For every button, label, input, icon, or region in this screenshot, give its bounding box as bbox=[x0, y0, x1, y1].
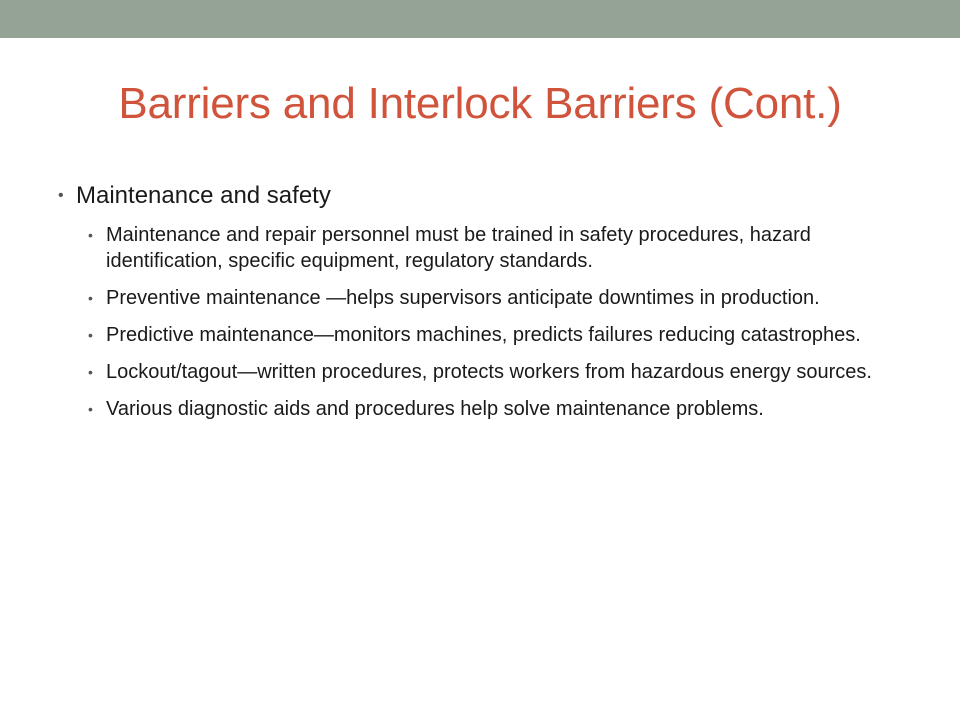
sub-bullet-text: Various diagnostic aids and procedures help solve maintenance problems. bbox=[106, 398, 764, 420]
bullet-dot-icon: • bbox=[88, 327, 93, 343]
sub-bullet-item bbox=[58, 359, 908, 385]
slide-content bbox=[58, 180, 908, 433]
sub-bullet-list bbox=[58, 222, 908, 422]
sub-bullet-text: Predictive maintenance—monitors machines, predicts failures reducing catastrophes. bbox=[106, 324, 861, 346]
sub-bullet-item bbox=[58, 285, 908, 311]
sub-bullet-item bbox=[58, 396, 908, 422]
bullet-level1 bbox=[58, 180, 908, 212]
bullet-dot-icon: • bbox=[88, 401, 93, 417]
sub-bullet-text: Maintenance and repair personnel must be trained in safety procedures, hazard identification, specific equipment, regulatory standards. bbox=[106, 224, 811, 272]
sub-bullet-item bbox=[58, 322, 908, 348]
sub-bullet-text: Lockout/tagout—written procedures, protects workers from hazardous energy sources. bbox=[106, 361, 872, 383]
top-decorative-band bbox=[0, 0, 960, 38]
sub-bullet-text: Preventive maintenance —helps supervisors anticipate downtimes in production. bbox=[106, 287, 820, 309]
sub-bullet-item bbox=[58, 222, 908, 274]
bullet-level1-text: Maintenance and safety bbox=[76, 182, 331, 209]
bullet-dot-icon: • bbox=[88, 227, 93, 243]
bullet-dot-icon: • bbox=[58, 187, 64, 204]
bullet-dot-icon: • bbox=[88, 364, 93, 380]
bullet-dot-icon: • bbox=[88, 290, 93, 306]
slide-title: Barriers and Interlock Barriers (Cont.) bbox=[118, 79, 842, 128]
